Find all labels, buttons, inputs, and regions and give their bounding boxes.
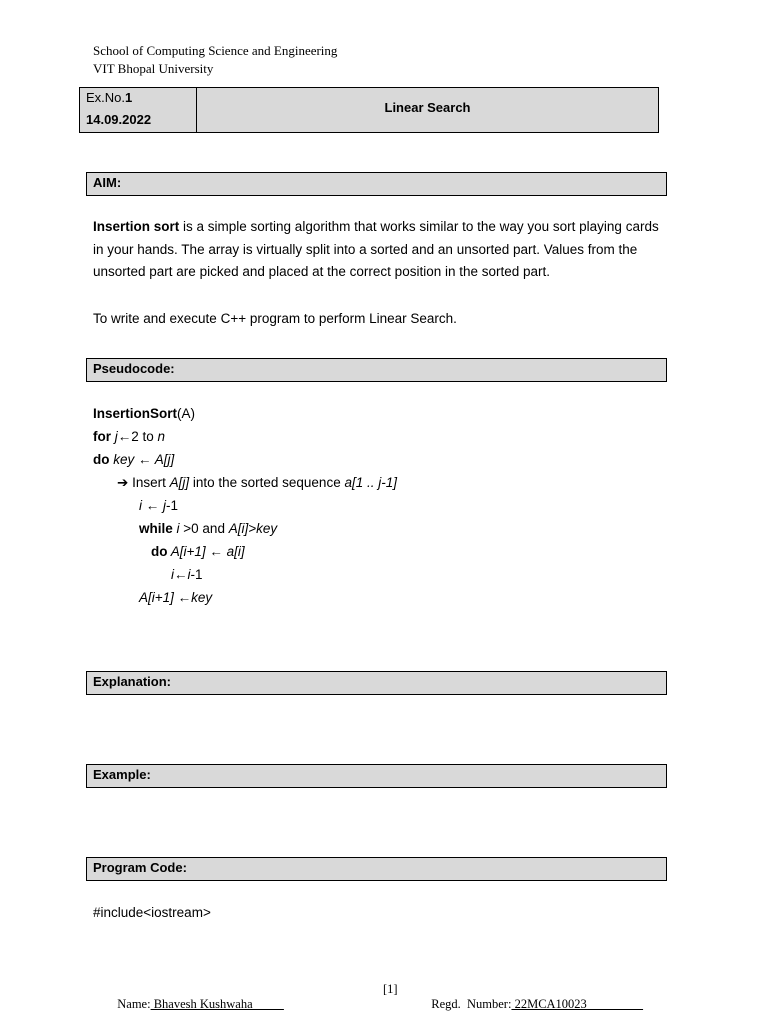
section-aim-header: AIM: [86, 172, 667, 196]
university-name: VIT Bhopal University [93, 61, 214, 76]
pseudo-line-7: do A[i+1] ← a[i] [151, 544, 245, 559]
aim-objective: To write and execute C++ program to perform Linear Search. [93, 311, 457, 326]
pseudo-line-1: InsertionSort(A) [93, 406, 196, 421]
footer-name-label: Name: [117, 997, 151, 1011]
pseudo-line-4: ➔ Insert A[j] into the sorted sequence a[1 .. j-1] [117, 475, 397, 490]
aim-paragraph [93, 216, 663, 284]
title-table [79, 87, 659, 133]
exercise-label: Ex.No. [86, 90, 126, 105]
exercise-cell [80, 88, 197, 132]
footer-name [111, 982, 284, 1012]
arrow-icon: ➔ [117, 475, 129, 490]
document-title: Linear Search [384, 100, 471, 115]
pseudo-line-9: A[i+1] ←key [139, 590, 213, 605]
aim-bold-term: Insertion sort [93, 219, 180, 234]
section-pseudocode-header: Pseudocode: [86, 358, 667, 382]
exercise-number-value: 1 [125, 90, 133, 105]
exercise-date: 14.09.2022 [86, 112, 152, 127]
pseudo-line-5: i ← j-1 [139, 498, 179, 513]
school-name: School of Computing Science and Engineering [93, 43, 338, 58]
pseudo-line-3: do key ← A[j] [93, 452, 175, 467]
footer-page-number: [1] [383, 982, 398, 996]
code-line-1: #include<iostream> [93, 905, 211, 920]
aim-intro-text: is a simple sorting algorithm that works similar to the way you sort playing cards in your hands. The array is virtually split into a sorted and an unsorted part. Values from the unsorted part are picked and placed at the correct position in the sorted part. [93, 219, 659, 279]
pseudo-line-8: i←i-1 [171, 567, 203, 582]
footer-regd-label: Regd. Number: [431, 997, 512, 1011]
pseudo-line-6: while i >0 and A[i]>key [139, 521, 278, 536]
footer-regd-value: 22MCA10023 [511, 997, 644, 1011]
section-explanation-header: Explanation: [86, 671, 667, 695]
footer-name-value: Bhavesh Kushwaha [150, 997, 284, 1011]
section-example-header: Example: [86, 764, 667, 788]
exercise-number [86, 90, 132, 105]
footer-regd [425, 982, 643, 1012]
section-program-code-header: Program Code: [86, 857, 667, 881]
pseudo-line-2: for j←2 to n [93, 429, 166, 444]
